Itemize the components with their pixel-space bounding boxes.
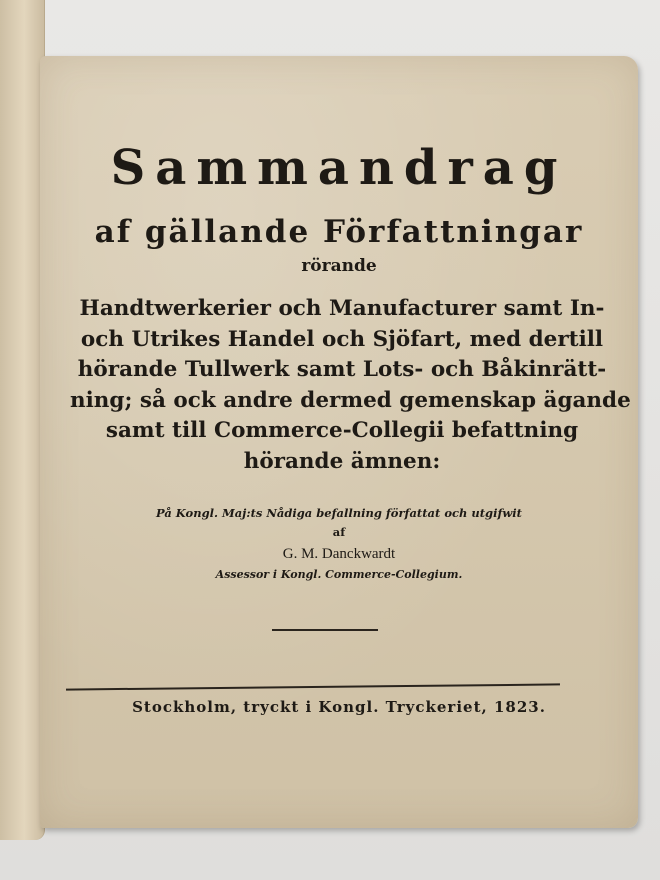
description-line-5: samt till Commerce-Collegii befattning [105,418,579,443]
printer-imprint: Stockholm, tryckt i Kongl. Tryckeriet, 1823. [132,698,546,716]
author-name: G. M. Danckwardt [282,546,396,562]
author-title: Assessor i Kongl. Commerce-Collegium. [215,568,463,581]
commission-statement: På Kongl. Maj:ts Nådiga befallning författat och utgifwit [156,506,522,520]
title-page [40,56,638,828]
footer-rule [66,683,560,690]
book-subtitle: af gällande Författningar [94,214,584,250]
description-line-1: Handtwerkerier och Manufacturer samt In- [79,296,605,321]
book-title: Sammandrag [110,140,568,196]
book-spine [0,0,45,840]
description-line-3: hörande Tullwerk samt Lots- och Båkinrätt- [77,357,607,382]
description-line-4: ning; så ock andre dermed gemenskap ägande [70,387,631,413]
description-line-6: hörande ämnen: [243,448,441,474]
title-description [70,294,631,477]
ornament-rule [272,629,378,631]
by-line: af [332,525,346,539]
description-line-2: och Utrikes Handel och Sjöfart, med dertill [80,326,604,352]
subtitle-connector: rörande [301,256,377,276]
